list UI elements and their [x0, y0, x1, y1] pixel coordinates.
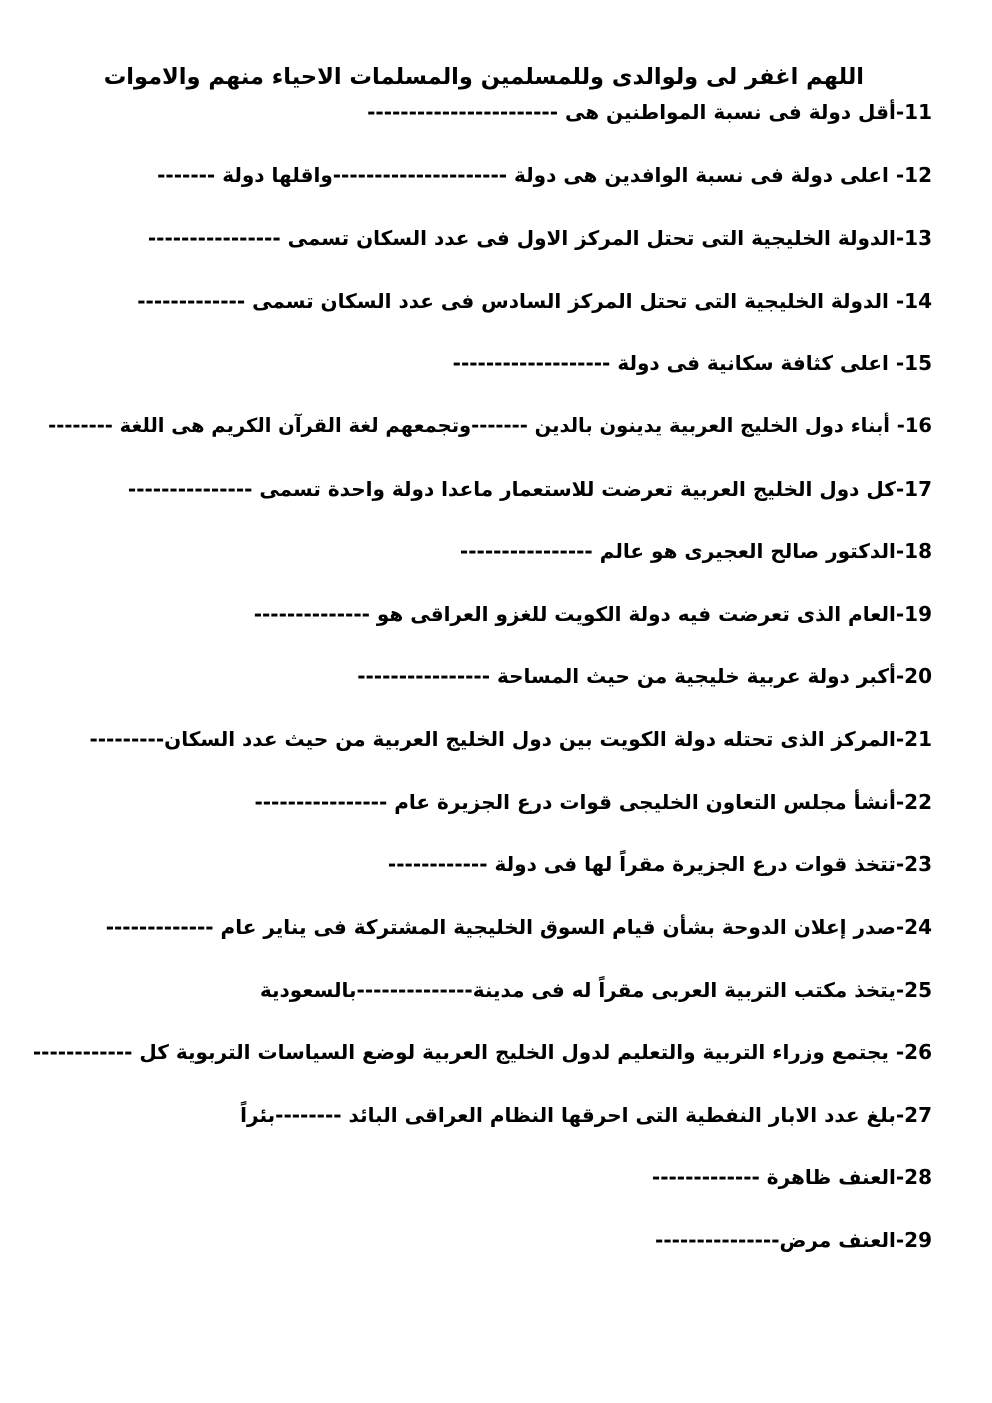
- question-27: 27-بلغ عدد الابار النفطية التى احرقها النظام العراقى البائد --------بئراً: [240, 1103, 932, 1127]
- question-28: 28-العنف ظاهرة -------------: [651, 1165, 932, 1189]
- question-29: 29-العنف مرض---------------: [655, 1228, 932, 1252]
- question-26: 26- يجتمع وزراء التربية والتعليم لدول الخليج العربية لوضع السياسات التربوية كل ------------: [32, 1040, 932, 1064]
- question-20: 20-أكبر دولة عربية خليجية من حيث المساحة ----------------: [357, 664, 932, 688]
- question-19: 19-العام الذى تعرضت فيه دولة الكويت للغزو العراقى هو --------------: [253, 602, 932, 626]
- question-24: 24-صدر إعلان الدوحة بشأن قيام السوق الخليجية المشتركة فى يناير عام -------------: [105, 915, 932, 939]
- question-17: 17-كل دول الخليج العربية تعرضت للاستعمار ماعدا دولة واحدة تسمى ---------------: [127, 477, 932, 501]
- question-14: 14- الدولة الخليجية التى تحتل المركز السادس فى عدد السكان تسمى -------------: [137, 289, 932, 313]
- question-12: 12- اعلى دولة فى نسبة الوافدين هى دولة ---------------------واقلها دولة -------: [157, 163, 932, 187]
- question-22: 22-أنشأ مجلس التعاون الخليجى قوات درع الجزيرة عام ----------------: [254, 790, 932, 814]
- page-title: اللهم اغفر لى ولوالدى وللمسلمين والمسلمات الاحياء منهم والاموات: [103, 64, 864, 90]
- question-16: 16- أبناء دول الخليج العربية يدينون بالدين -------وتجمعهم لغة القرآن الكريم هى اللغة --------: [48, 414, 932, 437]
- question-21: 21-المركز الذى تحتله دولة الكويت بين دول الخليج العربية من حيث عدد السكان---------: [89, 727, 932, 751]
- question-18: 18-الدكتور صالح العجيرى هو عالم ----------------: [459, 539, 932, 563]
- question-25: 25-يتخذ مكتب التربية العربى مقراً له فى مدينة--------------بالسعودية: [259, 978, 932, 1002]
- question-11: 11-أقل دولة فى نسبة المواطنين هى -----------------------: [367, 100, 932, 124]
- question-13: 13-الدولة الخليجية التى تحتل المركز الاول فى عدد السكان تسمى ----------------: [147, 226, 932, 250]
- question-15: 15- اعلى كثافة سكانية فى دولة -------------------: [452, 351, 932, 375]
- question-23: 23-تتخذ قوات درع الجزيرة مقراً لها فى دولة ------------: [387, 852, 932, 876]
